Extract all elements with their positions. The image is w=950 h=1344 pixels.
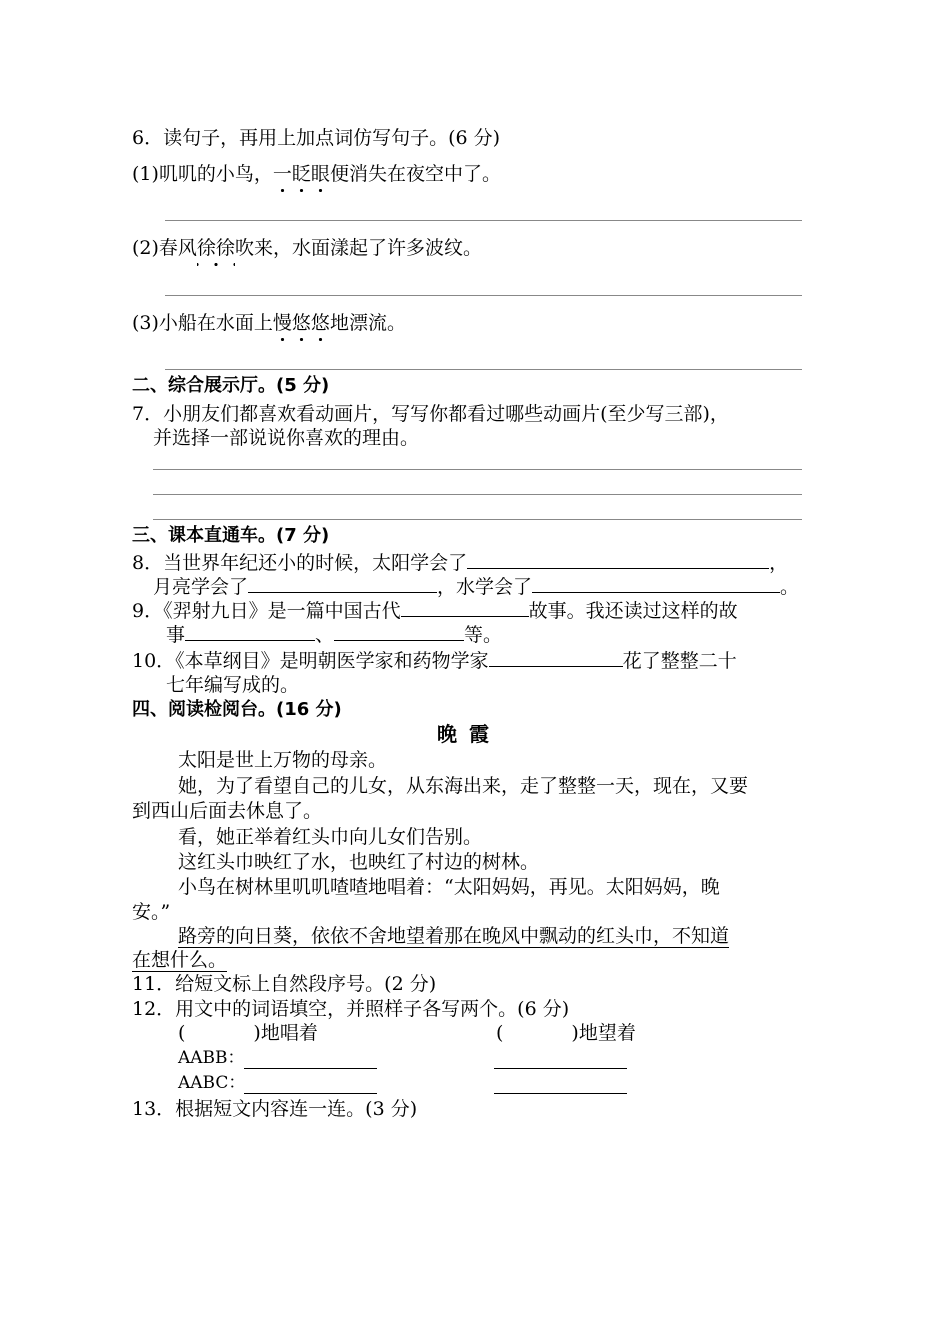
passage-paragraph-2-line-2: 到西山后面去休息了。: [132, 800, 323, 822]
q8-blank-1[interactable]: [467, 550, 769, 569]
q9-text-e: 等。: [464, 624, 503, 646]
q11: 11．给短文标上自然段序号。(2 分): [132, 973, 437, 995]
aabb-blank-1[interactable]: [244, 1068, 377, 1069]
q9-text-a: 9．《羿射九日》是一篇中国古代: [132, 600, 401, 622]
q6-s2-pre: (2)春风: [132, 237, 197, 259]
section-3-heading: 三、课本直通车。(7 分): [132, 525, 330, 546]
q6-s1-post: 便消失在夜空中了。: [329, 163, 501, 185]
q9-text-d: 、: [315, 624, 335, 646]
q12-word-2: )地望着: [571, 1022, 636, 1044]
q8-text-b: ，: [769, 552, 789, 574]
section-4-heading: 四、阅读检阅台。(16 分): [132, 699, 342, 720]
q9-blank-2[interactable]: [185, 622, 315, 641]
q8-text-d: ，水学会了: [437, 576, 533, 598]
section-2-heading: 二、综合展示厅。(5 分): [132, 375, 330, 396]
passage-title: 晚霞: [437, 722, 501, 746]
passage-paragraph-6-line-1: [178, 924, 729, 948]
aabc-blank-2[interactable]: [494, 1093, 627, 1094]
q10-text-a: 10．《本草纲目》是明朝医学家和药物学家: [132, 650, 489, 672]
q6-answer-line-3[interactable]: [165, 369, 802, 370]
q8-text-c: 月亮学会了: [153, 576, 249, 598]
q9-line-2: [166, 622, 502, 647]
q8-blank-2[interactable]: [248, 574, 437, 593]
passage-paragraph-5-line-2: 安。”: [132, 901, 171, 923]
q6-s2-dotted-word: 徐徐: [196, 237, 235, 259]
aabb-label: AABB：: [178, 1048, 245, 1068]
q6-sentence-2: [132, 236, 482, 260]
q6-answer-line-1[interactable]: [165, 220, 802, 221]
aabc-blank-1[interactable]: [244, 1093, 377, 1094]
q8-line-1: [132, 550, 788, 575]
passage-paragraph-3: 看，她正举着红头巾向儿女们告别。: [178, 826, 483, 848]
q6-s1-dotted-word: 一眨眼: [272, 163, 330, 185]
passage-paragraph-2-line-1: 她，为了看望自己的儿女，从东海出来，走了整整一天，现在，又要: [178, 775, 749, 797]
q8-text-e: 。: [780, 576, 800, 598]
q12-word-1: )地唱着: [253, 1022, 318, 1044]
underlined-sentence-part-2: 在想什么。: [132, 949, 228, 971]
q12-paren-open-1: (: [178, 1022, 186, 1044]
q12-fill-1: [178, 1021, 318, 1045]
q9-blank-3[interactable]: [334, 622, 464, 641]
passage-paragraph-4: 这红头巾映红了水，也映红了村边的树林。: [178, 851, 540, 873]
q6-sentence-3: [132, 311, 406, 335]
q6-s2-post: 吹来，水面漾起了许多波纹。: [234, 237, 482, 259]
aabc-label: AABC：: [178, 1073, 246, 1093]
q6-answer-line-2[interactable]: [165, 295, 802, 296]
q12: 12．用文中的词语填空，并照样子各写两个。(6 分): [132, 998, 570, 1020]
q7-answer-line-2[interactable]: [153, 494, 802, 495]
q6-s3-pre: (3)小船在水面上: [132, 312, 273, 334]
q13: 13．根据短文内容连一连。(3 分): [132, 1098, 418, 1120]
q6-s3-dotted-word: 慢悠悠: [272, 312, 330, 334]
q8-line-2: [153, 574, 799, 599]
q7-line-1: 7．小朋友们都喜欢看动画片，写写你都看过哪些动画片(至少写三部)，: [132, 403, 729, 425]
q8-text-a: 8．当世界年纪还小的时候，太阳学会了: [132, 552, 468, 574]
underlined-sentence-part-1: 路旁的向日葵，依依不舍地望着那在晚风中飘动的红头巾，不知道: [178, 925, 730, 947]
q12-fill-2: [496, 1021, 636, 1045]
q7-answer-line-1[interactable]: [153, 469, 802, 470]
q9-text-c: 事: [166, 624, 186, 646]
q10-text-b: 花了整整二十: [622, 650, 737, 672]
q9-text-b: 故事。我还读过这样的故: [528, 600, 738, 622]
q6-s1-pre: (1)叽叽的小鸟，: [132, 163, 273, 185]
q6-sentence-1: [132, 162, 501, 186]
q7-answer-line-3[interactable]: [153, 519, 802, 520]
q10-line-1: [132, 648, 737, 673]
q10-line-2: 七年编写成的。: [166, 674, 300, 696]
passage-paragraph-1: 太阳是世上万物的母亲。: [178, 749, 388, 771]
q6-heading: 6．读句子，再用上加点词仿写句子。(6 分): [132, 127, 501, 149]
passage-paragraph-6-line-2: [132, 948, 227, 972]
q10-blank[interactable]: [489, 648, 623, 667]
aabb-blank-2[interactable]: [494, 1068, 627, 1069]
q9-line-1: [132, 598, 738, 623]
q6-s3-post: 地漂流。: [329, 312, 406, 334]
passage-paragraph-5-line-1: 小鸟在树林里叽叽喳喳地唱着：“太阳妈妈，再见。太阳妈妈，晚: [178, 876, 720, 898]
q8-blank-3[interactable]: [532, 574, 780, 593]
q9-blank-1[interactable]: [401, 598, 529, 617]
q12-paren-open-2: (: [496, 1022, 504, 1044]
q7-line-2: 并选择一部说说你喜欢的理由。: [153, 427, 420, 449]
